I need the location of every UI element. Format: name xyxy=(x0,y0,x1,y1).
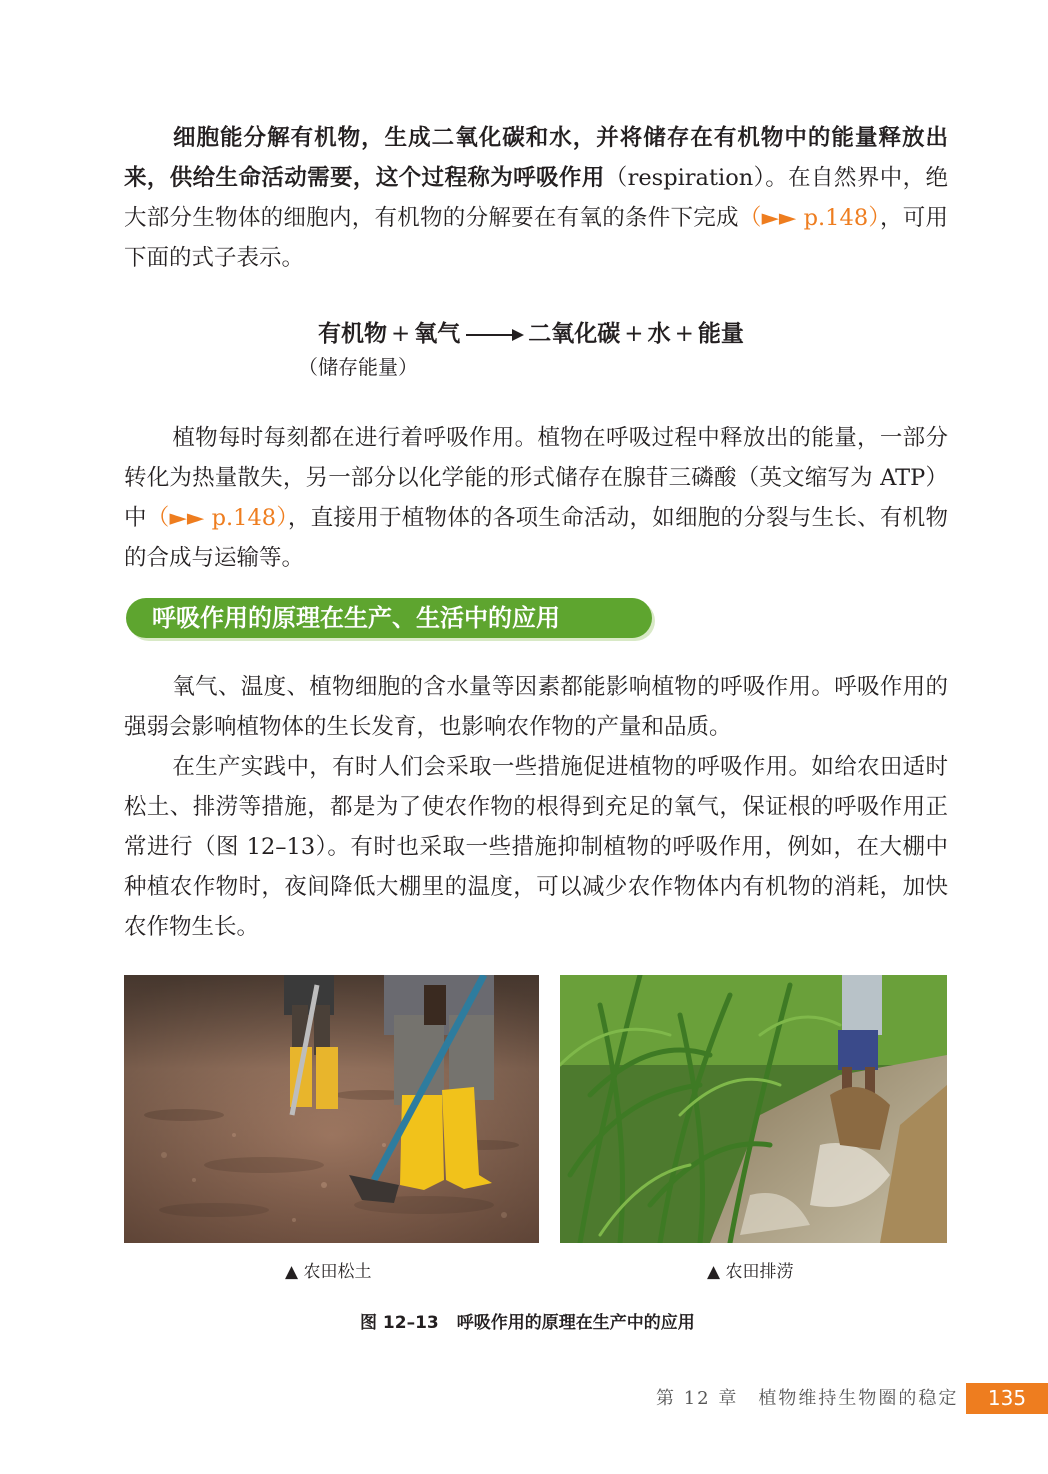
paragraph-practice xyxy=(124,747,948,947)
paragraph-respiration-definition xyxy=(124,118,948,278)
caption-loosening-soil: ▲ 农田松土 xyxy=(285,1262,372,1282)
equation-arrow-icon xyxy=(466,334,522,336)
figure-title-text: 呼吸作用的原理在生产中的应用 xyxy=(456,1313,695,1333)
figure-number: 图 12–13 xyxy=(360,1313,439,1333)
respiration-equation xyxy=(318,316,744,352)
equation-plus: + xyxy=(391,321,411,347)
caption-draining-field: ▲ 农田排涝 xyxy=(707,1262,794,1282)
section-heading-banner xyxy=(126,598,652,638)
factors-text: 氧气、温度、植物细胞的含水量等因素都能影响植物的呼吸作用。呼吸作用的强弱会影响植物体的生长发育，也影响农作物的产量和品质。 xyxy=(124,674,948,740)
section-heading: 呼吸作用的原理在生产、生活中的应用 xyxy=(152,604,560,632)
page-reference-link[interactable]: （►► p.148） xyxy=(738,205,880,231)
definition-text: （respiration）。在自然界中，绝大部分生物体的细胞内，有机物的分解要在有氧的条件下完成 xyxy=(124,165,948,231)
page-number: 135 xyxy=(966,1383,1048,1414)
equation-product-energy: 能量 xyxy=(697,320,744,347)
definition-text-end: ，可用下面的式子表示。 xyxy=(124,205,948,271)
photo-loosening-soil xyxy=(124,975,539,1243)
paragraph-factors xyxy=(124,667,948,747)
atp-text-end: ，直接用于植物体的各项生命活动，如细胞的分裂与生长、有机物的合成与运输等。 xyxy=(124,505,948,571)
paragraph-atp xyxy=(124,418,948,578)
page-reference-link[interactable]: （►► p.148） xyxy=(146,505,288,531)
chapter-footer: 第 12 章 植物维持生物圈的稳定 xyxy=(656,1388,959,1409)
equation-note: （储存能量） xyxy=(298,355,418,379)
figure-title xyxy=(360,1310,695,1336)
equation-plus: + xyxy=(674,321,694,347)
equation-product-water: 水 xyxy=(647,320,671,347)
definition-bold-text: 细胞能分解有机物，生成二氧化碳和水，并将储存在有机物中的能量释放出来，供给生命活动需要，这个过程称为呼吸作用 xyxy=(124,125,948,191)
atp-text: 植物每时每刻都在进行着呼吸作用。植物在呼吸过程中释放出的能量，一部分转化为热量散失，另一部分以化学能的形式储存在腺苷三磷酸（英文缩写为 ATP）中 xyxy=(124,425,948,531)
photo-draining-field xyxy=(560,975,947,1243)
equation-reactant-organic: 有机物 xyxy=(318,320,387,347)
equation-reactant-oxygen: 氧气 xyxy=(414,320,461,347)
practice-text: 在生产实践中，有时人们会采取一些措施促进植物的呼吸作用。如给农田适时松土、排涝等措施，都是为了使农作物的根得到充足的氧气，保证根的呼吸作用正常进行（图 12–13）。有时也采取一些措施抑制植物的呼吸作用，例如，在大棚中种植农作物时，夜间降低大棚里的温度，可以减少农作物体内有机物的消耗，加快农作物生长。 xyxy=(124,754,948,940)
equation-product-co2: 二氧化碳 xyxy=(528,320,621,347)
equation-plus: + xyxy=(624,321,644,347)
